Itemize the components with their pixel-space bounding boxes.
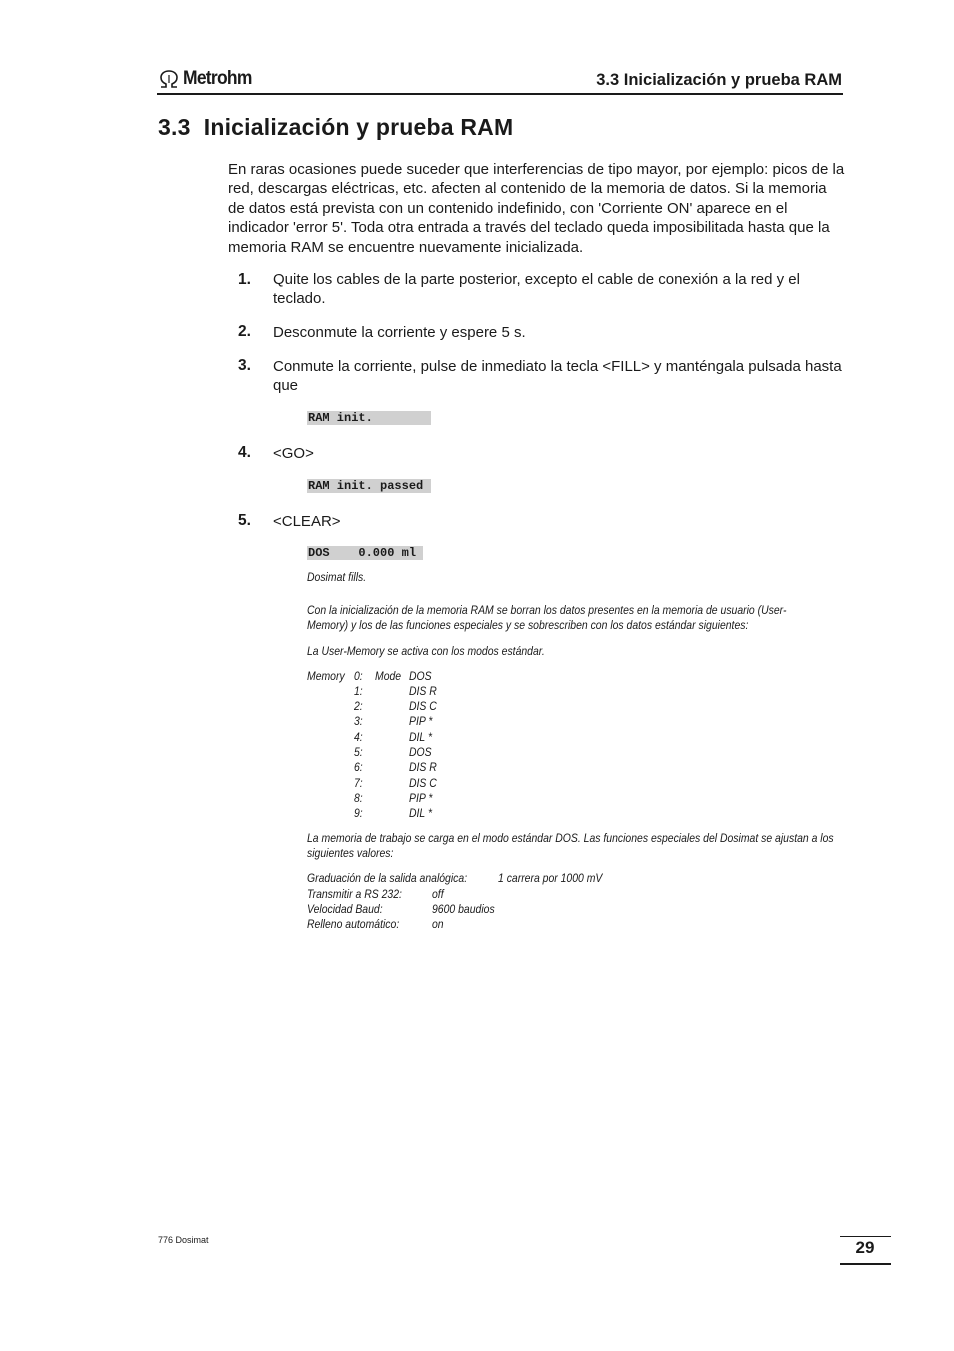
step-number: 2.	[238, 323, 251, 340]
memory-mode: DOS	[409, 670, 432, 683]
page-number-rule	[840, 1236, 891, 1237]
brand-name: Metrohm	[183, 68, 252, 89]
setting-label: Relleno automático:	[307, 918, 400, 931]
note-init: Con la inicialización de la memoria RAM se borran los datos presentes en la memoria de usuario (User-Memory) y los de las funciones especiales y se sobrescriben con los datos estándar siguientes:	[307, 604, 787, 633]
memory-mode: DIL *	[409, 807, 433, 820]
header-divider	[157, 93, 843, 95]
brand-logo	[158, 68, 258, 90]
note-fills: Dosimat fills.	[307, 571, 367, 584]
memory-mode: DIS C	[409, 700, 437, 713]
instrument-display: RAM init. passed	[307, 479, 431, 493]
instrument-display: RAM init.	[308, 411, 431, 425]
step-text: Quite los cables de la parte posterior, excepto el cable de conexión a la red y el teclado.	[273, 271, 800, 308]
memory-slot: 8:	[354, 792, 363, 805]
instrument-display: DOS 0.000 ml	[307, 546, 423, 560]
footer-product: 776 Dosimat	[158, 1235, 209, 1245]
memory-slot: 9:	[354, 807, 363, 820]
memory-mode: PIP *	[409, 715, 433, 728]
setting-value: on	[432, 918, 444, 931]
memory-mode: DIS C	[409, 777, 437, 790]
step-text: <CLEAR>	[273, 513, 341, 530]
setting-value: 9600 baudios	[432, 903, 495, 916]
step-number: 5.	[238, 512, 251, 529]
metrohm-omega-icon	[158, 69, 180, 89]
step-text: Desconmute la corriente y espere 5 s.	[273, 324, 526, 341]
memory-slot: 0:	[354, 670, 363, 683]
memory-slot: 1:	[354, 685, 363, 698]
memory-slot: 5:	[354, 746, 363, 759]
running-header: 3.3 Inicialización y prueba RAM	[596, 71, 842, 89]
page-number: 29	[855, 1238, 875, 1257]
step-number: 3.	[238, 357, 251, 374]
mode-label: Mode	[375, 670, 402, 683]
step-number: 1.	[238, 271, 251, 288]
setting-label: Transmitir a RS 232:	[307, 888, 402, 901]
memory-slot: 7:	[354, 777, 363, 790]
memory-label: Memory	[307, 670, 345, 683]
memory-slot: 6:	[354, 761, 363, 774]
section-title: 3.3 Inicialización y prueba RAM	[158, 114, 514, 140]
memory-mode: PIP *	[409, 792, 433, 805]
step-number: 4.	[238, 444, 251, 461]
step-text: Conmute la corriente, pulse de inmediato la tecla <FILL> y manténgala pulsada hasta que	[273, 358, 842, 395]
memory-mode: DIS R	[409, 761, 437, 774]
memory-mode: DIL *	[409, 731, 433, 744]
setting-value: 1 carrera por 1000 mV	[498, 872, 603, 885]
memory-slot: 3:	[354, 715, 363, 728]
page-number-rule	[840, 1263, 891, 1265]
setting-value: off	[432, 888, 444, 901]
memory-slot: 4:	[354, 731, 363, 744]
note-work-memory: La memoria de trabajo se carga en el modo estándar DOS. Las funciones especiales del Dosimat se ajustan a los siguientes valores:	[307, 832, 834, 861]
memory-mode: DIS R	[409, 685, 437, 698]
note-user-memory: La User-Memory se activa con los modos estándar.	[307, 645, 545, 658]
intro-paragraph: En raras ocasiones puede suceder que interferencias de tipo mayor, por ejemplo: picos de la red, descargas eléctricas, etc. afecten al contenido de la memoria de datos. Si la memoria de datos está prevista con un contenido indefinido, con 'Corriente ON' aparece en el indicador 'error 5'. Toda otra entrada a través del teclado queda imposibilitada hasta que la memoria RAM se encuentre nuevamente inicializada.	[228, 161, 845, 256]
setting-label: Velocidad Baud:	[307, 903, 383, 916]
setting-label: Graduación de la salida analógica:	[307, 872, 468, 885]
memory-mode: DOS	[409, 746, 432, 759]
step-text: <GO>	[273, 445, 314, 462]
memory-slot: 2:	[354, 700, 363, 713]
